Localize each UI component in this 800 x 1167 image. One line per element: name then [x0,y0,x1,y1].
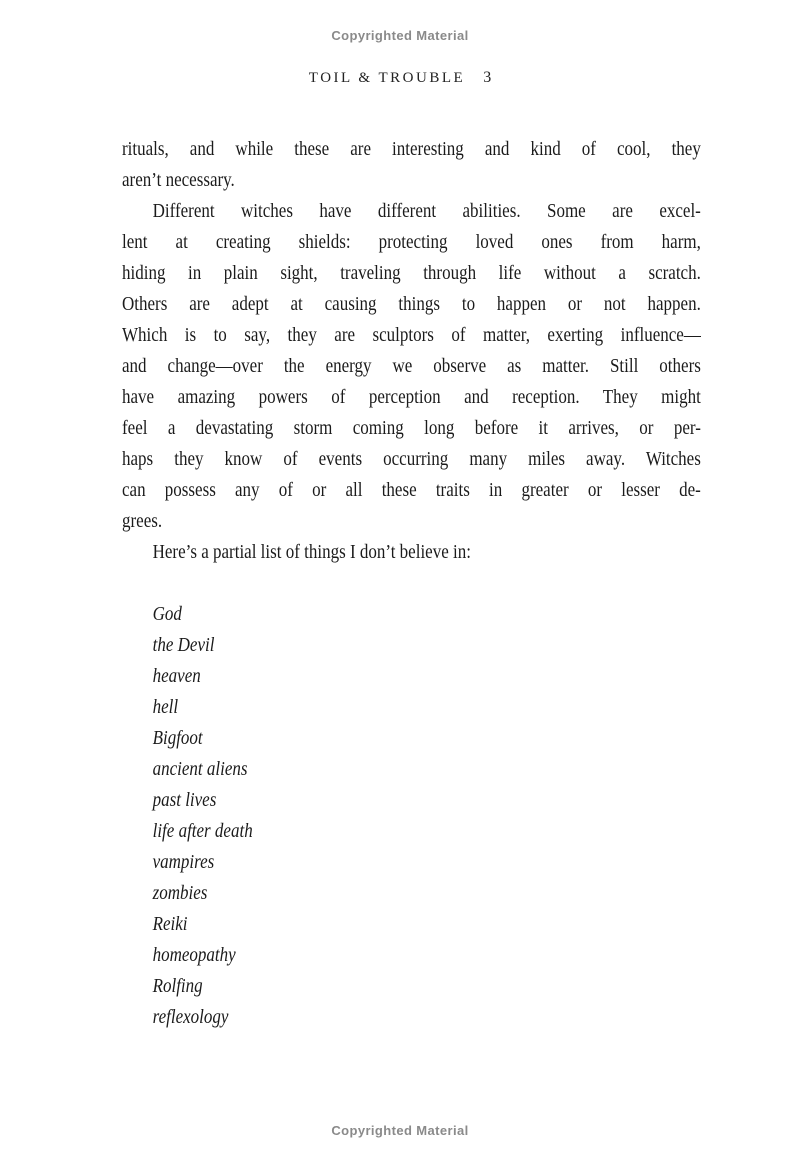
paragraph [122,134,701,196]
list-item: reflexology [152,1006,229,1028]
body-text-line: Different witches have different abilities. Some are excel- [152,200,701,222]
paragraph [122,537,701,568]
list-item: God [152,603,182,625]
body-text-line: and change—over the energy we observe as matter. Still others [122,355,701,377]
list-item: vampires [152,851,215,873]
body-text-line: haps they know of events occurring many miles away. Witches [122,448,701,470]
list-item: Reiki [152,913,188,935]
running-head-title: TOIL & TROUBLE [308,70,466,86]
list-item: past lives [152,789,217,811]
body-text-line: grees. [122,510,163,532]
list-item: Rolfing [152,975,203,997]
body-text-line: hiding in plain sight, traveling through life without a scratch. [122,262,701,284]
body-text-line: rituals, and while these are interesting and kind of cool, they [122,138,701,160]
body-text-line: Which is to say, they are sculptors of matter, exerting influence— [122,324,701,346]
body-text [122,134,701,568]
list-item: the Devil [152,634,215,656]
belief-list [153,599,701,1033]
list-item: homeopathy [152,944,236,966]
page-text-column [122,134,701,1033]
list-item: ancient aliens [152,758,248,780]
copyright-notice-bottom: Copyrighted Material [331,1123,469,1138]
paragraph [122,196,701,537]
body-text-line: Others are adept at causing things to happen or not happen. [122,293,701,315]
copyright-notice-top: Copyrighted Material [331,28,469,43]
running-head [0,68,800,88]
page-number: 3 [483,69,492,86]
body-text-line: Here’s a partial list of things I don’t believe in: [152,541,471,563]
body-text-line: feel a devastating storm coming long before it arrives, or per- [122,417,701,439]
list-item: heaven [152,665,201,687]
list-item: life after death [152,820,253,842]
list-item: hell [152,696,179,718]
body-text-line: can possess any of or all these traits in greater or lesser de- [122,479,701,501]
list-item: zombies [152,882,208,904]
body-text-line: have amazing powers of perception and reception. They might [122,386,701,408]
body-text-line: lent at creating shields: protecting loved ones from harm, [122,231,701,253]
body-text-line: aren’t necessary. [122,169,235,191]
list-item: Bigfoot [152,727,203,749]
